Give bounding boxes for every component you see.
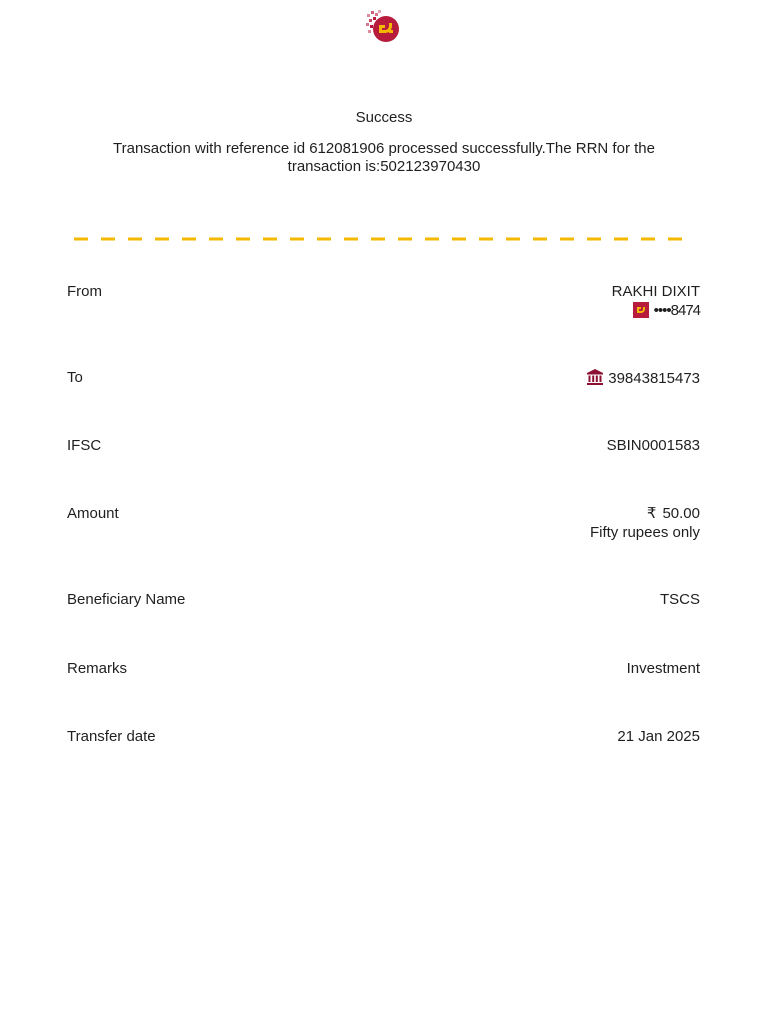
remarks-value: Investment <box>626 660 700 677</box>
pnb-logo-icon <box>364 8 404 48</box>
amount-words: Fifty rupees only <box>589 524 700 541</box>
beneficiary-value: TSCS <box>659 591 700 608</box>
ifsc-label: IFSC <box>67 437 102 454</box>
bank-logo <box>364 8 404 48</box>
bank-building-icon <box>586 368 604 391</box>
transfer-date-label: Transfer date <box>67 728 156 745</box>
from-label: From <box>67 283 102 300</box>
remarks-label: Remarks <box>67 660 128 677</box>
status-title: Success <box>355 109 413 126</box>
amount-label: Amount <box>67 505 119 522</box>
from-value <box>612 282 700 323</box>
to-account: 39843815473 <box>608 370 700 387</box>
amount-value <box>590 504 700 542</box>
to-label: To <box>67 369 83 386</box>
bank-logo-icon <box>633 302 649 323</box>
ifsc-value: SBIN0001583 <box>606 437 700 454</box>
from-account <box>612 301 700 323</box>
beneficiary-label: Beneficiary Name <box>67 591 186 608</box>
from-account-masked: ••••8474 <box>653 302 700 319</box>
status-message: Transaction with reference id 612081906 processed successfully.The RRN for the transaction is:502123970430 <box>113 140 655 175</box>
amount-number: 50.00 <box>662 505 700 522</box>
dashed-divider <box>74 228 686 232</box>
transfer-date-value: 21 Jan 2025 <box>617 728 700 745</box>
rupee-symbol: ₹ <box>646 505 657 522</box>
from-name: RAKHI DIXIT <box>611 283 700 300</box>
to-value <box>586 368 700 391</box>
